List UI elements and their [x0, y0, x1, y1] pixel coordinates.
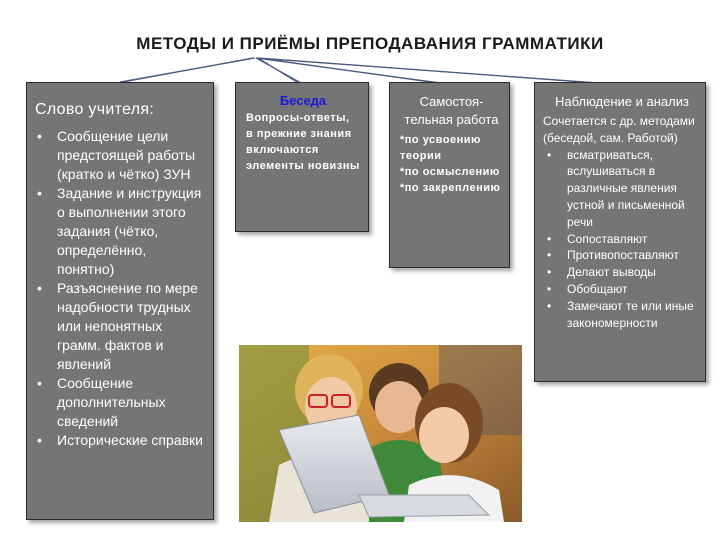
self-work-box — [389, 82, 510, 268]
teacher-word-box — [26, 82, 214, 520]
self-work-line: *по осмыслению — [400, 166, 500, 178]
children-at-laptop-photo — [239, 345, 522, 522]
list-item: • Обобщают — [547, 281, 628, 296]
connector-lines — [0, 0, 720, 90]
list-item: • Делают выводы — [547, 265, 656, 280]
observation-box — [534, 82, 706, 382]
teacher-list — [35, 127, 205, 450]
talk-text: Вопросы-ответы, в прежние знания включаются элементы новизны — [246, 112, 360, 172]
list-item: • всматриваться, вслушиваться в различные явления устной и письменной речи — [547, 147, 685, 229]
teacher-heading: Слово учителя: — [35, 101, 155, 118]
talk-box — [235, 82, 369, 232]
list-item: • Замечают те или иные закономерности — [547, 298, 694, 330]
list-item: • Исторические справки — [37, 432, 203, 448]
page-title: МЕТОДЫ И ПРИЁМЫ ПРЕПОДАВАНИЯ ГРАММАТИКИ — [136, 34, 604, 53]
self-work-line: *по усвоению теории — [400, 134, 481, 162]
observation-list — [543, 147, 701, 332]
observation-heading: Наблюдение и анализ — [555, 94, 689, 109]
list-item: • Сообщение цели предстоящей работы (кратко и чётко) ЗУН — [37, 128, 196, 182]
self-work-line: *по закреплению — [400, 182, 501, 194]
list-item: • Противопоставляют — [547, 248, 679, 263]
list-item: • Разъяснение по мере надобности трудных или непонятных грамм. фактов и явлений — [37, 280, 198, 372]
list-item: • Сопоставляют — [547, 231, 648, 246]
list-item: • Сообщение дополнительных сведений — [37, 375, 166, 429]
observation-intro: Сочетается с др. методами (беседой, сам. Работой) — [543, 114, 695, 145]
list-item: • Задание и инструкция о выполнении этого задания (чётко, определённо, понятно) — [37, 185, 202, 277]
talk-heading: Беседа — [279, 93, 327, 108]
self-work-heading: Самостоя-тельная работа — [404, 94, 499, 127]
